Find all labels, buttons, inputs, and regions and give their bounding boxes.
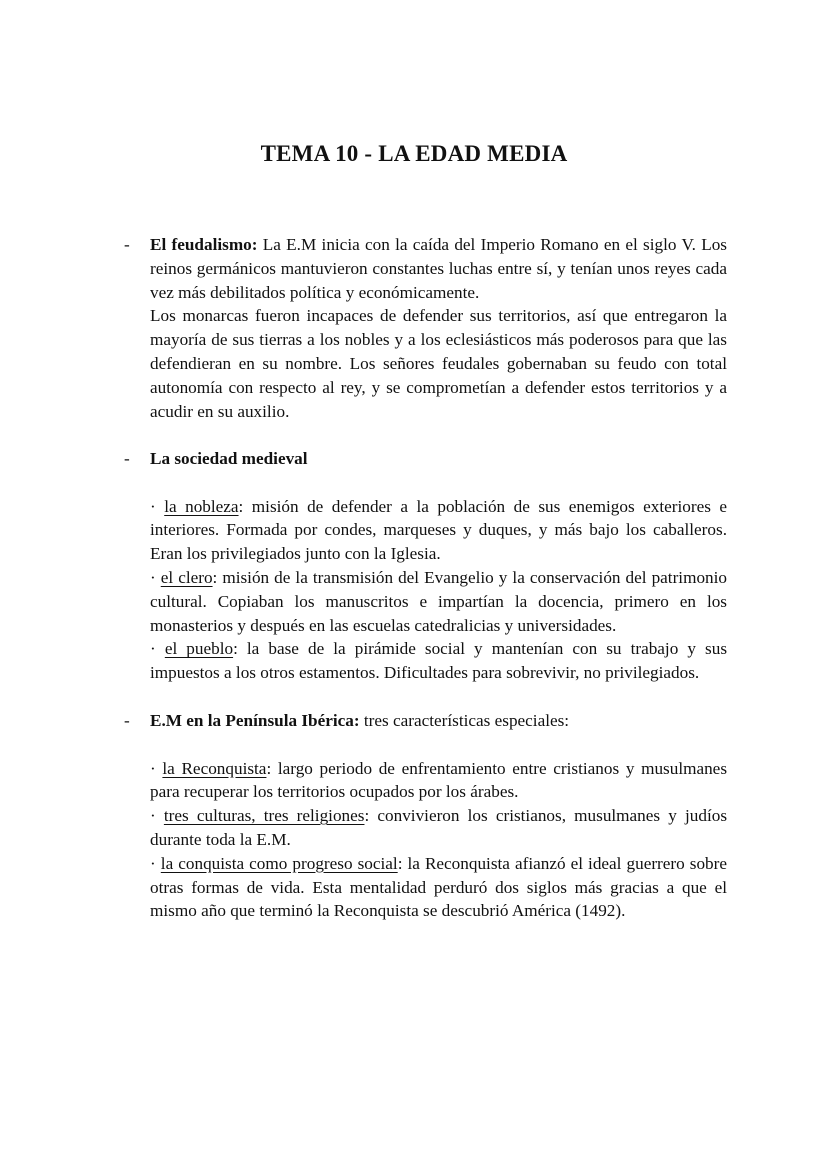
list-item-conquista-progreso xyxy=(150,852,727,923)
peninsula-intro: tres características especiales: xyxy=(363,711,570,730)
sociedad-heading: La sociedad medieval xyxy=(150,449,308,468)
clero-text: : misión de la transmisión del Evangelio y la conservación del patrimonio cultural. Copiaban los manuscritos e impartían la docencia, primero en los monasterios y después en las escuelas catedralicias y universidades. xyxy=(150,567,727,635)
feudalismo-paragraph-2: Los monarcas fueron incapaces de defender sus territorios, así que entregaron la mayoría de sus tierras a los nobles y a los eclesiásticos más poderosos para que las defendieran en su nombre. Los señores feudales gobernaban su feudo con total autonomía con respecto al rey, y se comprometían a defender estos territorios y a acudir en su auxilio. xyxy=(150,306,727,421)
peninsula-heading: E.M en la Península Ibérica: xyxy=(150,711,360,730)
tres-culturas-text: : convivieron los cristianos, musulmanes y judíos durante toda la E.M. xyxy=(150,806,728,849)
feudalismo-heading: El feudalismo: xyxy=(150,235,258,254)
list-item-tres-culturas xyxy=(150,804,727,852)
bullet-marker: - xyxy=(124,711,130,730)
page-title: TEMA 10 - LA EDAD MEDIA xyxy=(260,141,568,166)
peninsula-heading-line xyxy=(150,709,727,733)
term-tres-culturas: tres culturas, tres religiones xyxy=(163,806,365,826)
reconquista-text: : largo periodo de enfrentamiento entre cristianos y musulmanes para recuperar los territorios ocupados por los árabes. xyxy=(150,758,728,802)
section-feudalismo xyxy=(124,233,727,423)
bullet-marker: - xyxy=(124,449,130,468)
list-item-clero xyxy=(150,566,727,637)
section-peninsula-iberica xyxy=(124,709,728,923)
list-item-nobleza xyxy=(150,495,727,566)
sociedad-heading-line xyxy=(150,447,727,471)
term-nobleza: la nobleza xyxy=(164,496,239,516)
feudalismo-text-1: La E.M inicia con la caída del Imperio Romano en el siglo V. Los reinos germánicos mantuvieron constantes luchas entre sí, y tenían unos reyes cada vez más debilitados política y económicamente. xyxy=(150,235,727,302)
bullet-marker: - xyxy=(124,235,130,254)
dot-marker: · xyxy=(150,639,156,659)
section-sociedad-medieval xyxy=(124,447,728,685)
term-conquista-progreso: la conquista como progreso social xyxy=(160,853,398,873)
pueblo-text: : la base de la pirámide social y mantenían con su trabajo y sus impuestos a los otros estamentos. Dificultades para sobrevivir, no privilegiados. xyxy=(150,639,728,683)
nobleza-text: : misión de defender a la población de sus enemigos exteriores e interiores. Formada por condes, marqueses y duques, y más bajo los caballeros. Eran los privilegiados junto con la Iglesia. xyxy=(150,496,727,564)
list-item-reconquista xyxy=(150,757,727,805)
dot-marker: · xyxy=(150,758,156,778)
conquista-progreso-text: : la Reconquista afianzó el ideal guerrero sobre otras formas de vida. Esta mentalidad perduró dos siglos más gracias a que el mismo año que terminó la Reconquista se descubrió América (1492). xyxy=(150,853,727,921)
term-reconquista: la Reconquista xyxy=(162,758,267,778)
term-pueblo: el pueblo xyxy=(164,639,234,659)
feudalismo-paragraph-1 xyxy=(150,233,727,304)
list-item-pueblo xyxy=(150,637,727,685)
dot-marker: · xyxy=(150,806,156,826)
dot-marker: · xyxy=(150,496,156,516)
dot-marker: · xyxy=(150,853,156,873)
dot-marker: · xyxy=(150,567,156,587)
term-clero: el clero xyxy=(160,567,213,587)
